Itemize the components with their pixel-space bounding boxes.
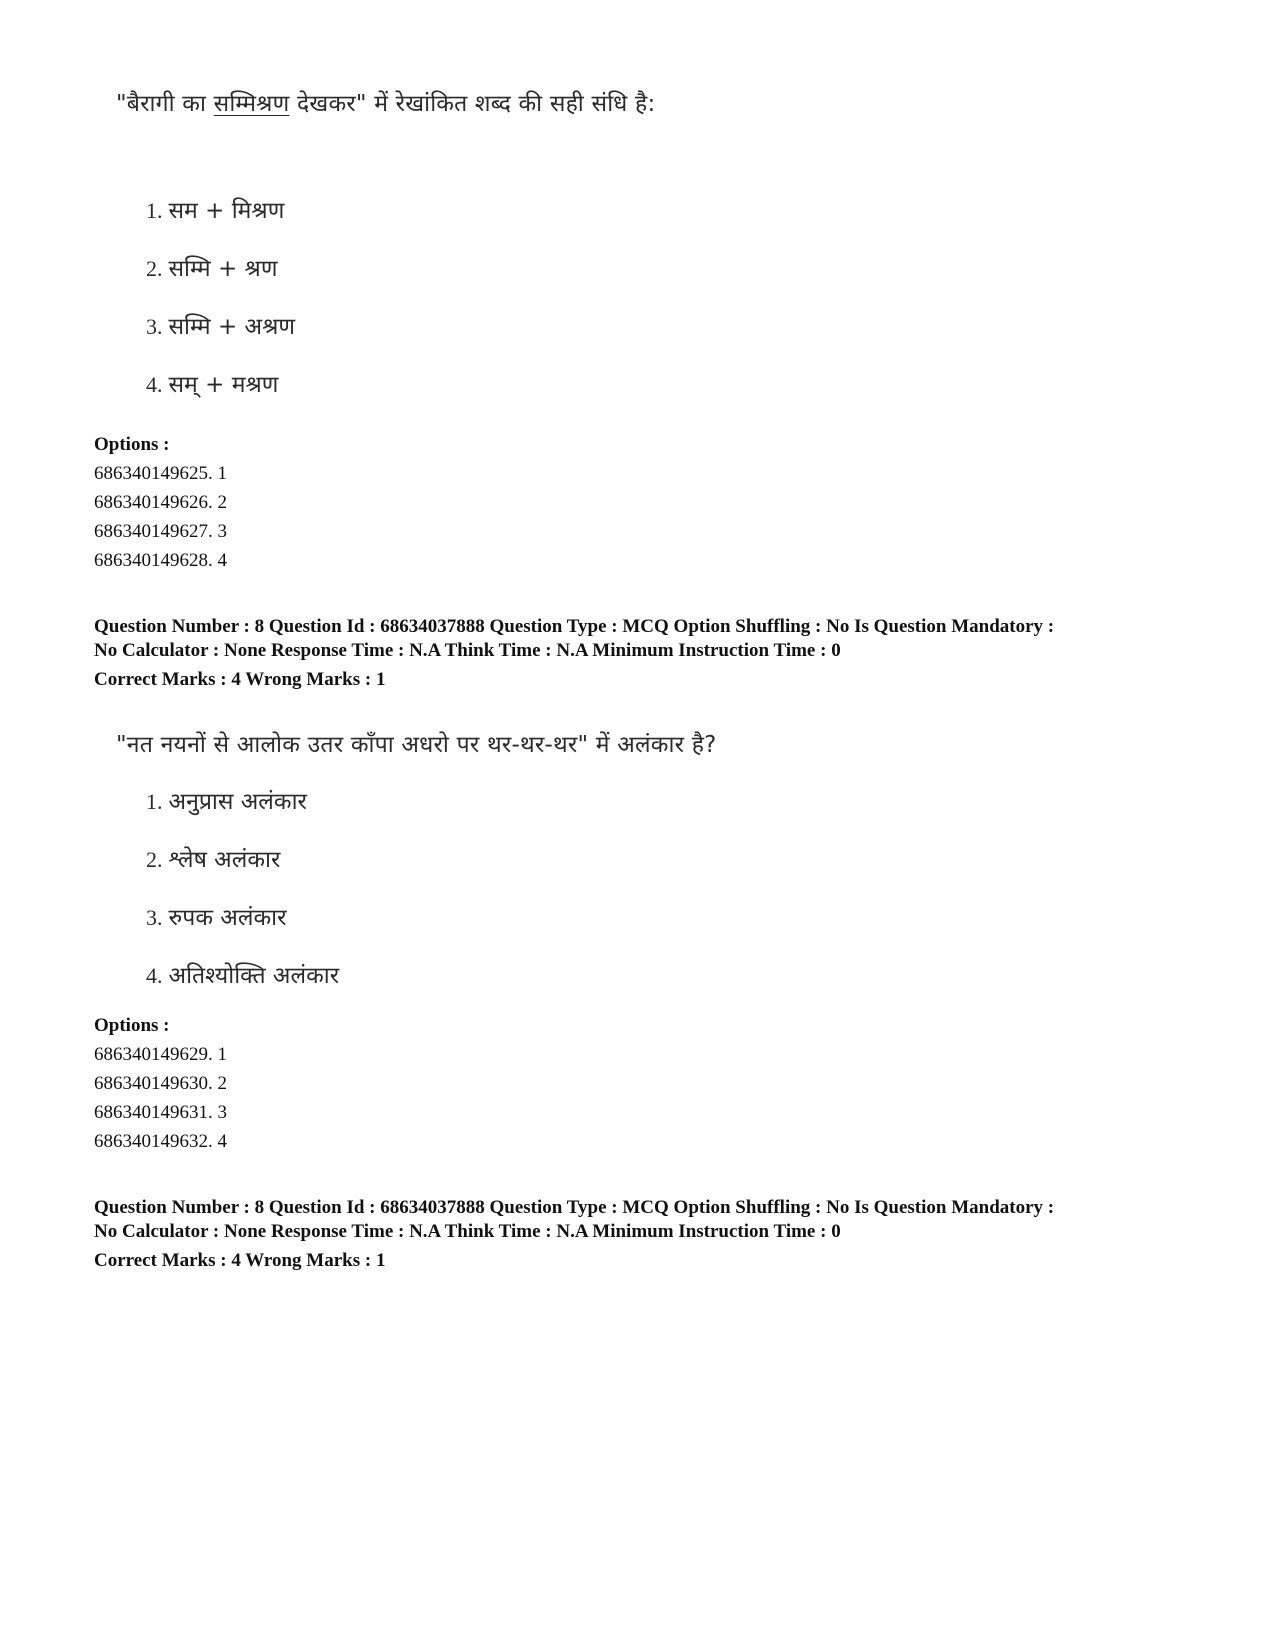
option-id-line: 686340149631. 3 [94,1102,227,1123]
choice-number: 2. [146,847,163,872]
meta-line: No Calculator : None Response Time : N.A Think Time : N.A Minimum Instruction Time : 0 [94,1221,841,1242]
choice-number: 4. [146,963,163,988]
choice-1-2 [146,251,277,283]
choice-number: 1. [146,789,163,814]
question-text-2: "नत नयनों से आलोक उतर काँपा अधरो पर थर-थर-थर" में अलंकार है? [116,732,717,758]
choice-1-3 [146,309,295,341]
question-text-1-pre: "बैरागी का [116,91,214,117]
choice-2-4 [146,958,339,990]
choice-text: सम्मि + अश्रण [168,314,296,340]
question-meta-1 [94,615,1204,692]
option-id-line: 686340149628. 4 [94,550,227,571]
option-id-line: 686340149632. 4 [94,1131,227,1152]
meta-line: Question Number : 8 Question Id : 68634037888 Question Type : MCQ Option Shuffling : No Is Question Mandatory : [94,1197,1055,1218]
choice-number: 4. [146,372,163,397]
meta-line: Question Number : 8 Question Id : 68634037888 Question Type : MCQ Option Shuffling : No Is Question Mandatory : [94,616,1055,637]
question-meta-2 [94,1196,1204,1273]
choice-1-1 [146,193,284,225]
choice-2-2 [146,842,280,874]
marks-line: Correct Marks : 4 Wrong Marks : 1 [94,1250,386,1271]
option-id-line: 686340149627. 3 [94,521,227,542]
choice-text: श्लेष अलंकार [168,847,281,873]
marks-line: Correct Marks : 4 Wrong Marks : 1 [94,669,386,690]
choice-text: अनुप्रास अलंकार [168,789,307,815]
meta-line: No Calculator : None Response Time : N.A Think Time : N.A Minimum Instruction Time : 0 [94,640,841,661]
option-id-line: 686340149630. 2 [94,1073,227,1094]
underlined-word: सम्मिश्रण [213,91,290,117]
options-label-2: Options : [94,1015,170,1036]
question-text-1-post: देखकर" में रेखांकित शब्द की सही संधि है: [289,91,656,117]
choice-number: 2. [146,256,163,281]
choice-1-4 [146,367,278,399]
choice-text: सम्मि + श्रण [168,256,278,282]
options-label-1: Options : [94,434,170,455]
choice-number: 3. [146,905,163,930]
option-id-line: 686340149626. 2 [94,492,227,513]
choice-2-1 [146,784,307,816]
question-text-1 [116,86,655,118]
option-id-line: 686340149625. 1 [94,463,227,484]
choice-number: 3. [146,314,163,339]
choice-text: सम् + मश्रण [168,372,279,398]
option-id-line: 686340149629. 1 [94,1044,227,1065]
choice-text: अतिश्योक्ति अलंकार [168,963,340,989]
choice-2-3 [146,900,287,932]
choice-text: रुपक अलंकार [168,905,287,931]
choice-text: सम + मिश्रण [168,198,285,224]
choice-number: 1. [146,198,163,223]
